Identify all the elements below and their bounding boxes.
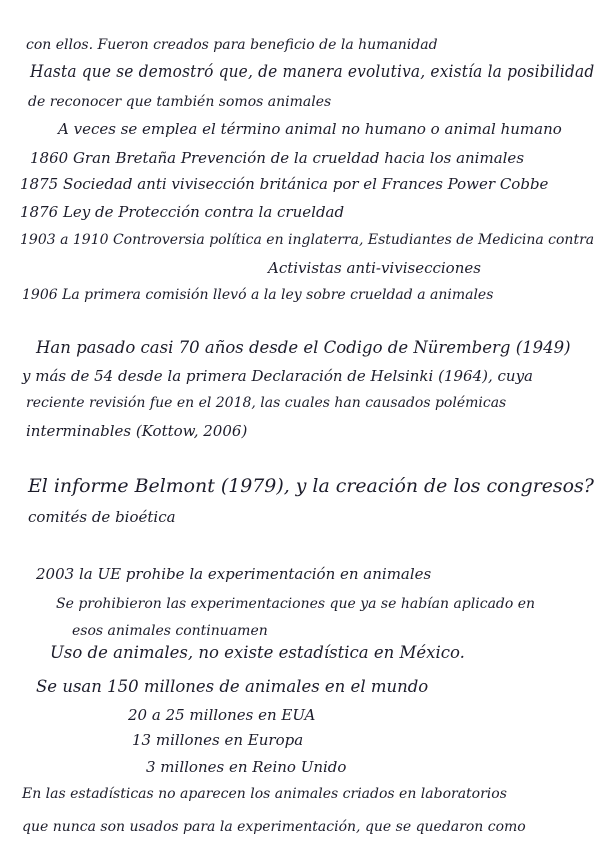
text-line: El informe Belmont (1979), y la creación de los congresos? <box>28 475 594 497</box>
text-line: reciente revisión fue en el 2018, las cuales han causados polémicas <box>26 395 507 411</box>
text-line: Se usan 150 millones de animales en el mundo <box>36 677 429 696</box>
text-line: esos animales continuamen <box>72 623 268 639</box>
text-line: 1875 Sociedad anti vivisección británica por el Frances Power Cobbe <box>20 175 549 193</box>
text-line: A veces se emplea el término animal no humano o animal humano <box>58 120 562 138</box>
text-line: Activistas anti-vivisecciones <box>268 259 481 277</box>
text-line: 2003 la UE prohibe la experimentación en animales <box>36 565 432 583</box>
text-line: 3 millones en Reino Unido <box>146 758 347 776</box>
text-line: 1906 La primera comisión llevó a la ley sobre crueldad a animales <box>22 287 494 303</box>
text-line: Uso de animales, no existe estadística en México. <box>50 643 465 662</box>
text-line: interminables (Kottow, 2006) <box>26 422 248 440</box>
text-line: 1903 a 1910 Controversia política en inglaterra, Estudiantes de Medicina contra <box>20 232 595 248</box>
text-line: Hasta que se demostró que, de manera evolutiva, existía la posibilidad <box>30 62 595 81</box>
text-line: 13 millones en Europa <box>132 731 304 749</box>
text-line: 1876 Ley de Protección contra la crueldad <box>20 203 345 221</box>
text-line: Se prohibieron las experimentaciones que ya se habían aplicado en <box>56 596 536 612</box>
text-line: que nunca son usados para la experimentación, que se quedaron como <box>22 819 526 835</box>
text-line: Han pasado casi 70 años desde el Codigo de Nüremberg (1949) <box>36 338 571 357</box>
text-line: 1860 Gran Bretaña Prevención de la crueldad hacia los animales <box>30 149 525 167</box>
text-line: de reconocer que también somos animales <box>28 94 332 110</box>
text-line: comités de bioética <box>28 508 176 526</box>
text-line: con ellos. Fueron creados para beneficio de la humanidad <box>26 37 438 53</box>
text-line: 20 a 25 millones en EUA <box>128 706 316 724</box>
text-line: En las estadísticas no aparecen los animales criados en laboratorios <box>22 786 507 802</box>
text-line: y más de 54 desde la primera Declaración de Helsinki (1964), cuya <box>22 367 533 385</box>
